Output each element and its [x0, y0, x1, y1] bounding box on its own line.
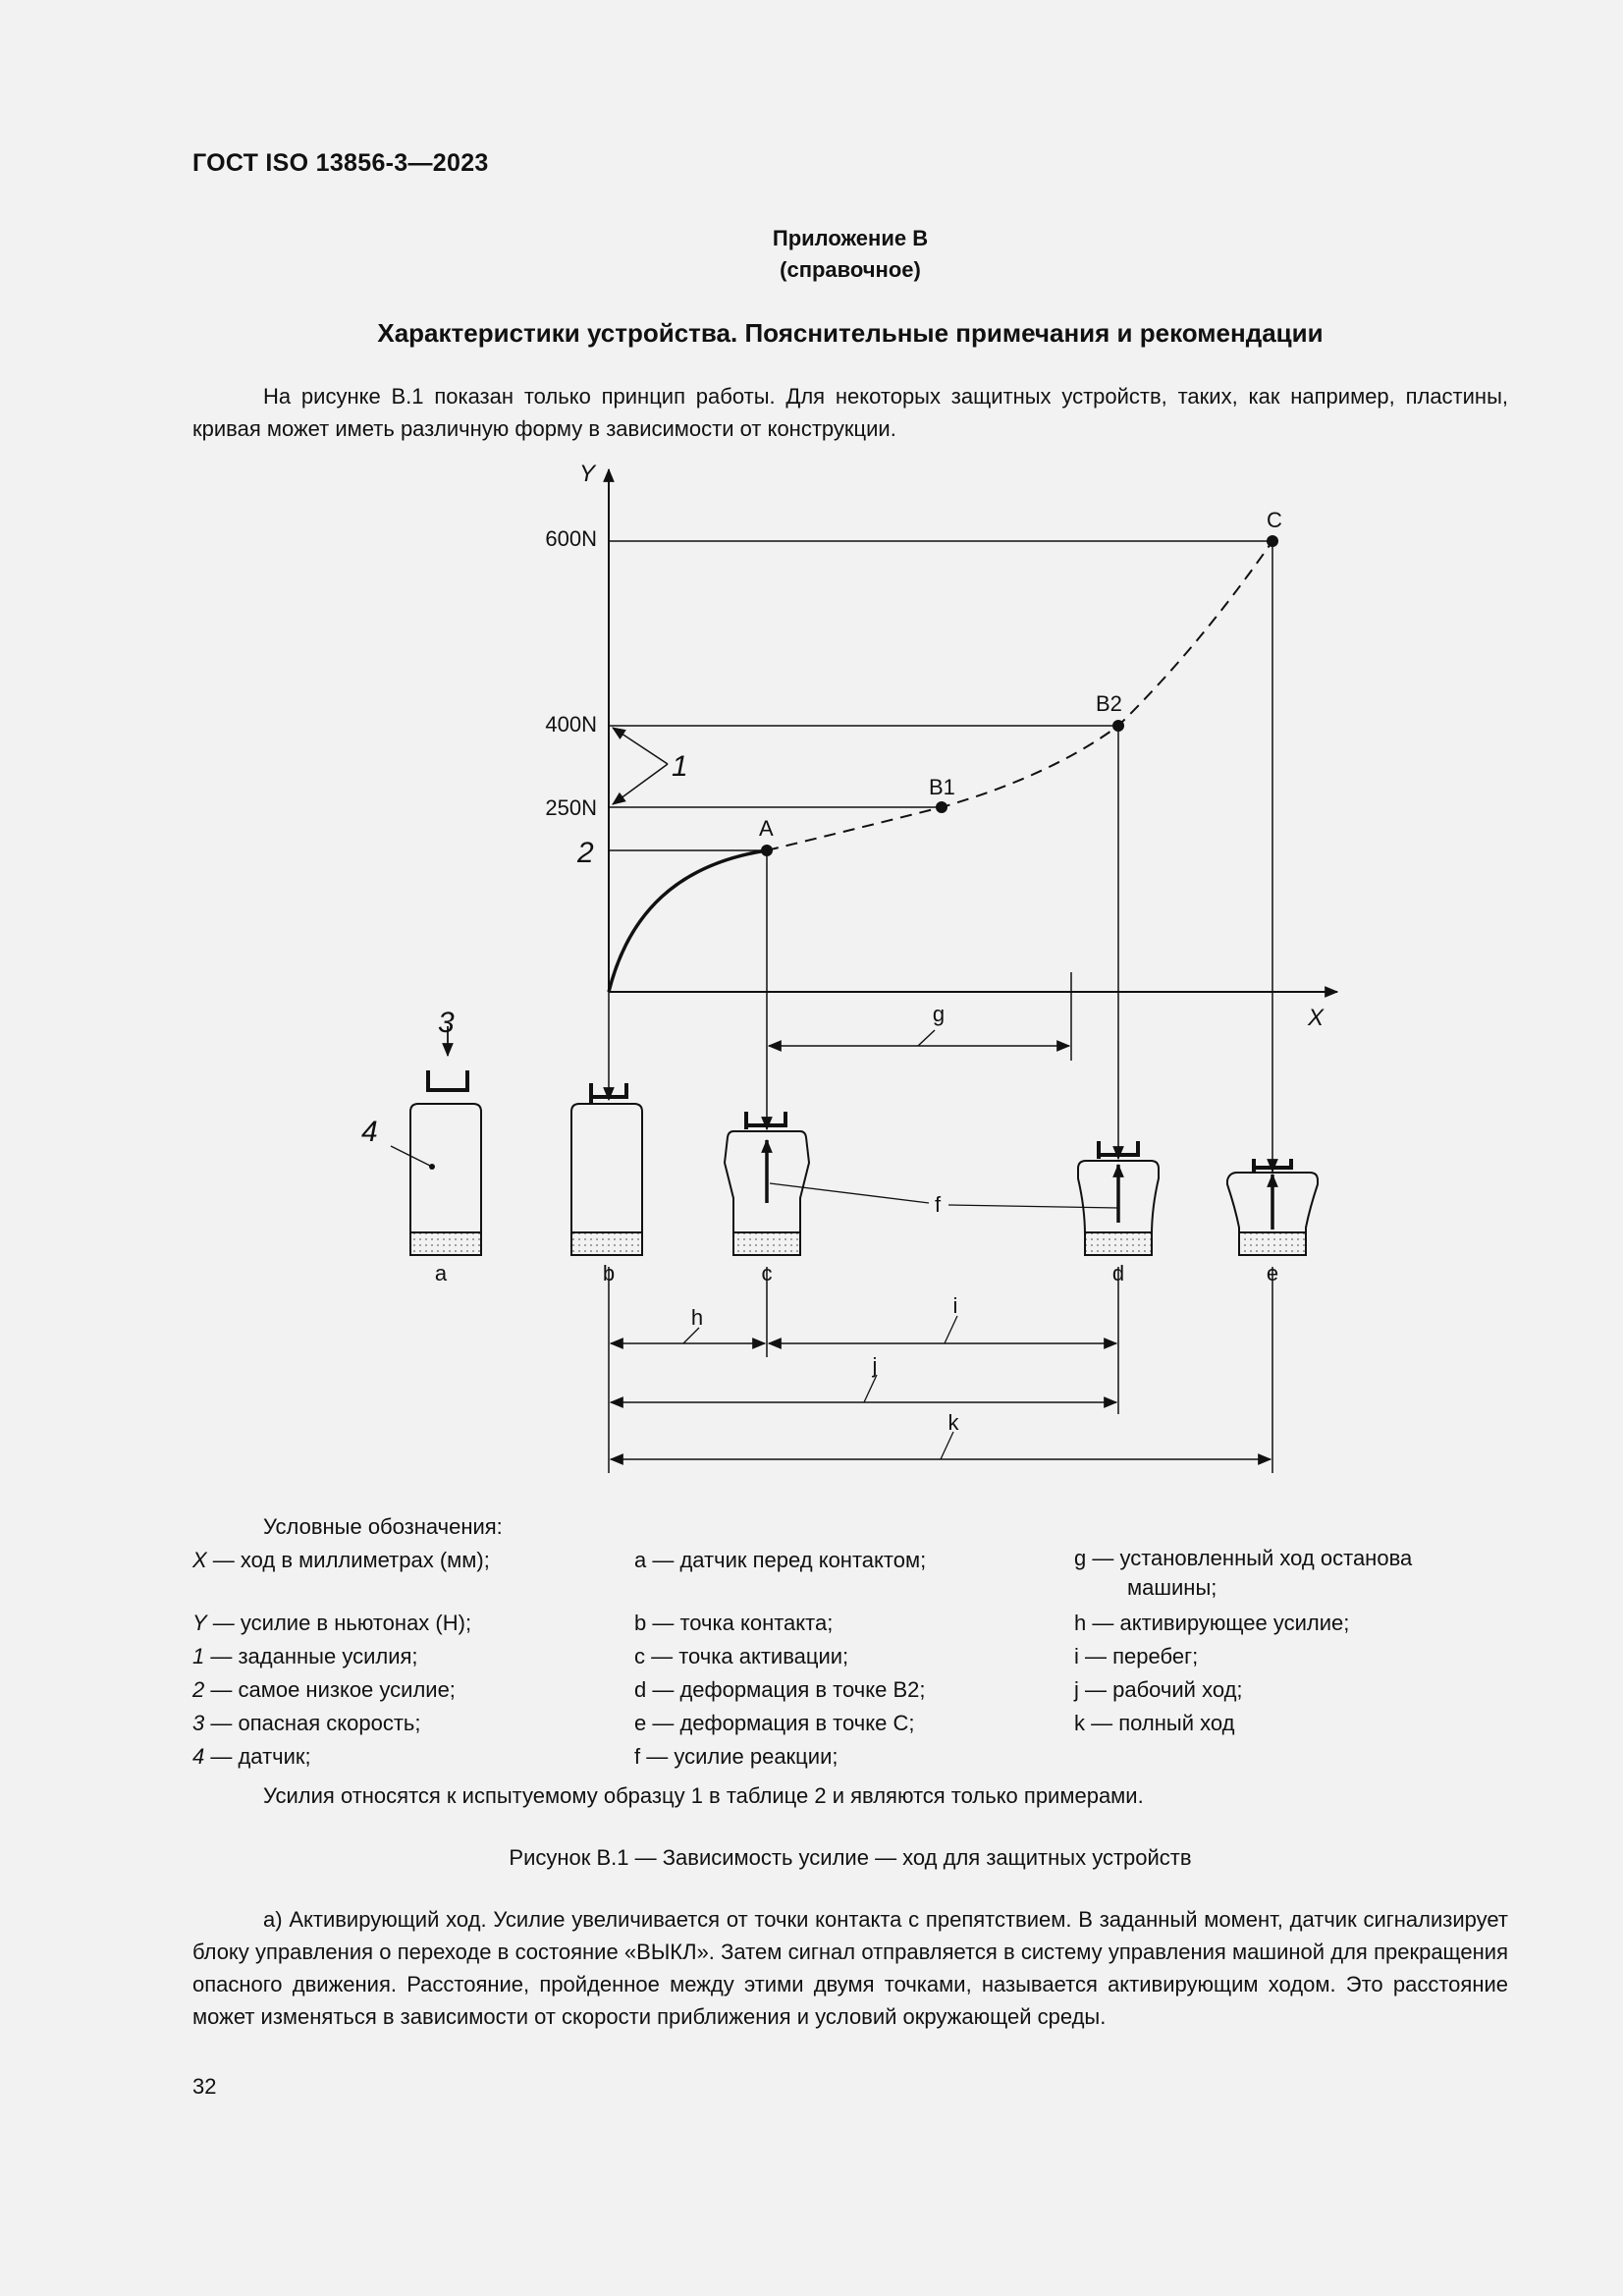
dim-i-label: i	[952, 1293, 958, 1318]
legend-item: с — точка активации;	[634, 1644, 849, 1668]
point-b2-marker	[1112, 720, 1124, 732]
point-b1-marker	[936, 801, 947, 813]
legend-column-1	[192, 1544, 490, 1774]
point-a-marker	[761, 845, 773, 856]
legend-item: 4 — датчик;	[192, 1744, 311, 1769]
stage-d-label: d	[1111, 1261, 1125, 1285]
page-number: 32	[192, 2074, 217, 2099]
stage-e-label: e	[1266, 1261, 1279, 1285]
dim-k-label: k	[947, 1410, 959, 1435]
figure-note: Усилия относятся к испытуемому образцу 1 в таблице 2 и являются только примерами.	[263, 1783, 1144, 1808]
legend-item: 1 — заданные усилия;	[192, 1644, 418, 1668]
intro-paragraph: На рисунке В.1 показан только принцип работы. Для некоторых защитных устройств, таких, как например, пластины, кривая может иметь различную форму в зависимости от конструкции.	[192, 384, 1508, 441]
legend-item: i — перебег;	[1074, 1644, 1199, 1668]
figure-caption: Рисунок В.1 — Зависимость усилие — ход для защитных устройств	[509, 1845, 1192, 1870]
legend-item: b — точка контакта;	[634, 1611, 834, 1635]
legend-item: j — рабочий ход;	[1074, 1677, 1243, 1702]
legend-column-2	[634, 1544, 926, 1774]
force-curve	[609, 850, 767, 992]
dim-h-label: h	[690, 1305, 704, 1330]
x-axis-label: X	[1308, 1005, 1325, 1031]
callout-2: 2	[577, 837, 594, 869]
legend-item: е — деформация в точке С;	[634, 1711, 915, 1735]
point-a-label: A	[759, 816, 774, 841]
dim-j-label: j	[872, 1353, 878, 1378]
force-curve-dashed	[767, 541, 1272, 850]
legend-item: 3 — опасная скорость;	[192, 1711, 421, 1735]
document-code: ГОСТ ISO 13856-3—2023	[192, 149, 489, 177]
legend-item: X — ход в миллиметрах (мм);	[192, 1548, 490, 1572]
point-b2-label: B2	[1096, 691, 1122, 716]
legend-item: g — установленный ход останова машины;	[1074, 1546, 1413, 1600]
y-tick-400: 400N	[545, 712, 597, 737]
y-axis-label: Y	[579, 461, 596, 487]
legend-item: d — деформация в точке В2;	[634, 1677, 926, 1702]
legend-heading: Условные обозначения:	[263, 1514, 503, 1539]
legend-item: Y — усилие в ньютонах (Н);	[192, 1611, 472, 1635]
callout-1: 1	[672, 750, 688, 783]
appendix-label: Приложение В	[772, 226, 929, 250]
point-c-marker	[1267, 535, 1278, 547]
legend-item: а — датчик перед контактом;	[634, 1548, 927, 1572]
stage-c-label: c	[761, 1261, 773, 1285]
callout-4: 4	[361, 1116, 378, 1148]
appendix-type: (справочное)	[780, 257, 921, 282]
body-paragraph: а) Активирующий ход. Усилие увеличивается от точки контакта с препятствием. В заданный момент, датчик сигнализирует блоку управления о переходе в состояние «ВЫКЛ». Затем сигнал отправляется в систему управления машиной для прекращения опасного движения. Расстояние, пройденное между этими двумя точками, называется активирующим ходом. Это расстояние может изменяться в зависимости от скорости приближения и условий окружающей среды.	[192, 1907, 1508, 2029]
stage-a-label: a	[434, 1261, 448, 1285]
callout-3: 3	[438, 1007, 455, 1039]
legend-item: k — полный ход	[1074, 1711, 1235, 1735]
legend-column-3	[1074, 1544, 1506, 1740]
legend-item: h — активирующее усилие;	[1074, 1611, 1350, 1635]
stage-b-label: b	[602, 1261, 616, 1285]
legend-item: 2 — самое низкое усилие;	[192, 1677, 456, 1702]
y-tick-250: 250N	[545, 795, 597, 820]
point-b1-label: B1	[929, 775, 955, 799]
dim-f-label: f	[934, 1192, 942, 1217]
y-tick-600: 600N	[545, 526, 597, 551]
point-c-label: C	[1267, 508, 1282, 532]
dim-g-label: g	[932, 1002, 946, 1026]
section-title: Характеристики устройства. Пояснительные примечания и рекомендации	[377, 318, 1324, 348]
legend-item: f — усилие реакции;	[634, 1744, 839, 1769]
